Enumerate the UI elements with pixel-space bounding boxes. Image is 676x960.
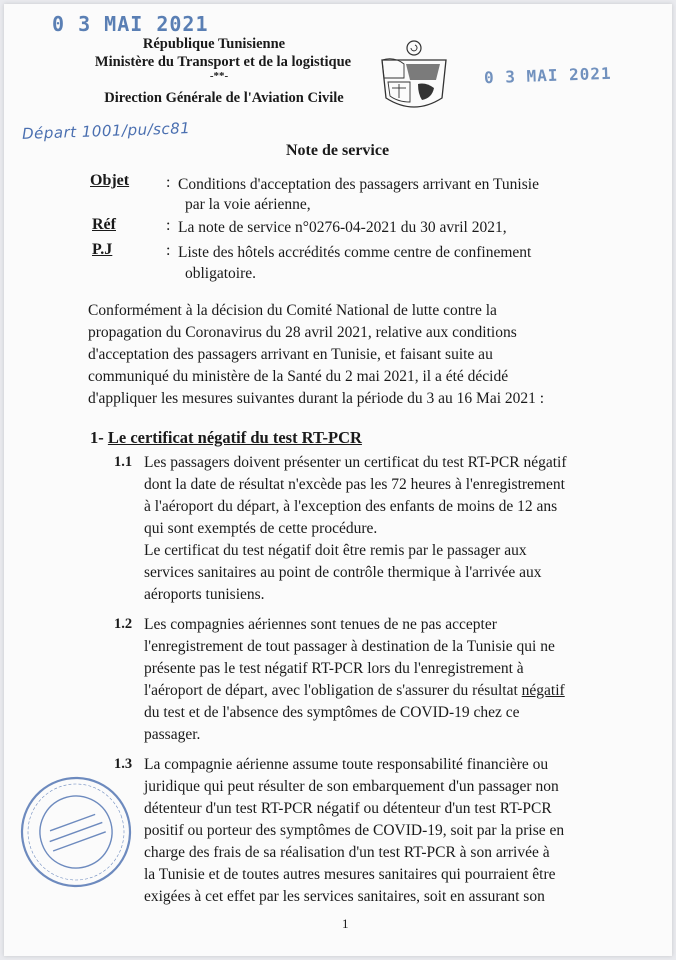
label-pj: P.J <box>92 241 113 258</box>
intro-paragraph <box>88 300 614 410</box>
item-1-3-number: 1.3 <box>114 756 133 772</box>
section-1-heading <box>90 428 362 448</box>
item-1-3-text <box>144 754 618 908</box>
item-line: l'aéroport de départ, avec l'obligation de s'assurer du résultat négatif <box>144 682 565 699</box>
item-line: aéroports tunisiens. <box>144 586 265 603</box>
label-objet: Objet <box>90 172 130 189</box>
item-line: détenteur d'un test RT-PCR négatif ou détenteur d'un test RT-PCR <box>144 800 552 817</box>
item-line: exigées à cet effet par les services sanitaires, soit en assurant son <box>144 888 545 905</box>
item-line: qui sont exemptés de cette procédure. <box>144 520 378 537</box>
intro-line: communiqué du ministère de la Santé du 2 mai 2021, il a été décidé <box>88 368 509 385</box>
item-1-1-number: 1.1 <box>114 454 133 470</box>
item-line: la Tunisie et de toutes autres mesures sanitaires qui pourraient être <box>144 866 556 883</box>
item-line: Les passagers doivent présenter un certificat du test RT-PCR négatif <box>144 454 567 471</box>
pj-text-line2: obligatoire. <box>185 265 257 282</box>
header-separator: -**- <box>209 70 229 82</box>
item-line: La compagnie aérienne assume toute responsabilité financière ou <box>144 756 549 773</box>
item-line: à l'aéroport du départ, à l'exception des enfants de moins de 12 ans <box>144 498 558 515</box>
header-republic: République Tunisienne <box>142 36 286 52</box>
intro-line: d'appliquer les mesures suivantes durant la période du 3 au 16 Mai 2021 : <box>88 390 545 407</box>
section-1-number: 1- <box>90 428 104 447</box>
date-stamp-right: 0 3 MAI 2021 <box>483 63 612 88</box>
item-1-1-text <box>144 452 618 606</box>
pj-text-line1: Liste des hôtels accrédités comme centre de confinement <box>178 244 532 261</box>
coat-of-arms-emblem <box>374 38 454 118</box>
item-line: présente pas le test négatif RT-PCR lors du l'enregistrement à <box>144 660 524 677</box>
item-line: dont la date de résultat n'excède pas les 72 heures à l'enregistrement <box>144 476 565 493</box>
item-line: Les compagnies aériennes sont tenues de ne pas accepter <box>144 616 497 633</box>
header-direction: Direction Générale de l'Aviation Civile <box>104 90 344 106</box>
item-line: positif ou porteur des symptômes de COVID-19, soit par la prise en <box>144 822 565 839</box>
depart-reference-stamp: Départ 1001/pu/sc81 <box>21 119 191 143</box>
underlined-negatif: négatif <box>521 682 565 699</box>
intro-line: d'acceptation des passagers arrivant en Tunisie, et faisant suite au <box>88 346 493 363</box>
objet-text-line1: Conditions d'acceptation des passagers arrivant en Tunisie <box>178 176 539 193</box>
ref-text: La note de service n°0276-04-2021 du 30 avril 2021, <box>178 219 507 236</box>
intro-line: propagation du Coronavirus du 28 avril 2021, relative aux conditions <box>88 324 517 341</box>
item-line: juridique qui peut résulter de son embarquement d'un passager non <box>144 778 559 795</box>
objet-text-line2: par la voie aérienne, <box>185 196 311 213</box>
item-line: passager. <box>144 726 201 743</box>
label-ref: Réf <box>92 216 116 233</box>
item-1-2-number: 1.2 <box>114 616 133 632</box>
date-stamp-top: 0 3 MAI 2021 <box>52 12 209 36</box>
intro-line: Conformément à la décision du Comité National de lutte contre la <box>88 302 497 319</box>
item-line: charge des frais de sa réalisation d'un test RT-PCR à son arrivée à <box>144 844 550 861</box>
page-title: Note de service <box>286 142 390 159</box>
page-number: 1 <box>342 916 349 931</box>
item-line: Le certificat du test négatif doit être remis par le passager aux <box>144 542 527 559</box>
section-1-title: Le certificat négatif du test RT-PCR <box>107 428 362 447</box>
item-line: du test et de l'absence des symptômes de COVID-19 chez ce <box>144 704 520 721</box>
item-line: l'enregistrement de tout passager à destination de la Tunisie qui ne <box>144 638 555 655</box>
item-1-2-text <box>144 614 618 746</box>
document-page: 0 3 MAI 2021 République Tunisienne Ministère du Transport et de la logistique -**- Direction Générale de l'Aviation Civile 0 3 MAI 2021 Départ 1001/pu/sc81 Note de service Objet : Conditions d'acceptation des passagers arrivant en Tunisie par la voie aérienne, Réf : La note de service n°0276-04-2021 du 30 avril 2021, P.J : Liste des hôtels accrédités comme centre de confinement obligatoire. Conformément à la décision du Comité National de lutte contre la propagation du Coronavirus du 28 avril 2021, relative aux conditions d'acceptation des passagers arrivant en Tunisie, et faisant suite au communiqué du ministère de la Santé du 2 mai 2021, il a été décidé d'appliquer les mesures suivantes durant la période du 3 au 16 Mai 2021 : 1- Le certificat négatif du test RT-PCR 1.1 Les passagers doivent présenter un certificat du test RT-PCR négatif dont la date de résultat n'excède pas les 72 heures à l'enregistrement à l'aéroport du départ, à l'exception des enfants de moins de 12 ans qui sont exemptés de cette procédure. Le certificat du test négatif doit être remis par le passager aux services sanitaires au point de contrôle thermique à l'arrivée aux aéroports tunisiens. 1.2 Les compagnies aériennes sont tenues de ne pas accepter l'enregistrement de tout passager à destination de la Tunisie qui ne présente pas le test négatif RT-PCR lors du l'enregistrement à l'aéroport de départ, avec l'obligation de s'assurer du résultat négatif du test et de l'absence des symptômes de COVID-19 chez ce passager. 1.3 La compagnie aérienne assume toute responsabilité financière ou juridique qui peut résulter de son embarquement d'un passager non détenteur d'un test RT-PCR négatif ou détenteur d'un test RT-PCR positif ou porteur des symptômes de COVID-19, soit par la prise en charge des frais de sa réalisation d'un test RT-PCR à son arrivée à la Tunisie et de toutes autres mesures sanitaires qui pourraient être exigées à cet effet par les services sanitaires, soit en assurant son 1 <box>4 4 672 956</box>
item-line: services sanitaires au point de contrôle thermique à l'arrivée aux <box>144 564 542 581</box>
header-ministry: Ministère du Transport et de la logistique <box>94 54 352 70</box>
official-seal-stamp <box>18 774 134 890</box>
